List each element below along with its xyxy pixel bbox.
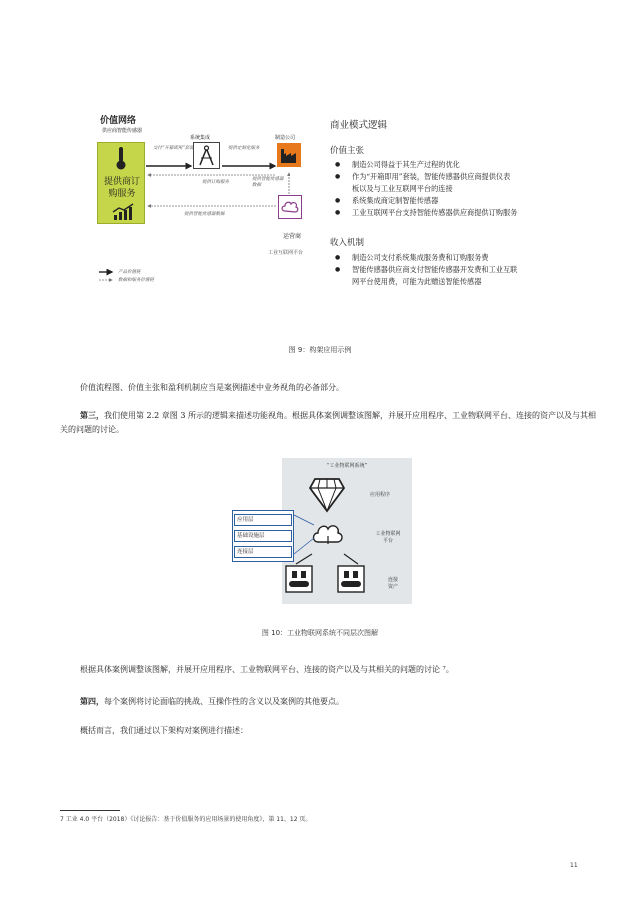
paragraph-4-text: 每个案例将讨论面临的挑战、互操作性的含义以及案例的其他要点。 [104, 697, 344, 706]
arrow-deliver-label: 交付“开箱即用”套装 [153, 146, 194, 151]
revenue-title: 收入机制 [330, 238, 365, 248]
assets-label [378, 576, 408, 590]
list-item: ● 工业互联网平台支持智能传感器供应商提供订购服务 [330, 207, 600, 219]
figure10-caption: 图 10：工业物联网系统不同层次图解 [261, 629, 379, 637]
layer-application: 应用层 [234, 514, 292, 526]
paragraph-4-lead: 第四， [80, 696, 104, 706]
paragraph-2-text: 我们使用第 2.2 章图 3 所示的逻辑来描述功能视角。根据具体案例调整该图解，并展开应用程序、工业物联网平台、连接的资产以及与其相关的问题的讨论。 [60, 411, 596, 434]
list-item-continued: 板以及与工业互联网平台的连接 [352, 184, 453, 193]
footnote: 7 工业 4.0 平台（2018）《讨论报告：基于价值服务的应用场景的使用角度》，第 11、12 页。 [60, 816, 312, 823]
thermometer-icon [113, 146, 129, 170]
paragraph-5: 概括而言，我们通过以下架构对案例进行描述： [80, 726, 248, 735]
paragraph-2-lead: 第三， [80, 410, 104, 420]
list-item: ● 作为“开箱即用”套装，智能传感器供应商提供仪表 [330, 171, 600, 183]
growth-chart-icon [111, 203, 135, 221]
page-number: 11 [570, 862, 578, 869]
system-title: “工业物联网系统” [326, 463, 368, 469]
logic-title: 商业模式逻辑 [330, 120, 388, 131]
machine-icon [336, 564, 366, 594]
paragraph-2 [60, 408, 600, 437]
assets-label-1: 连接 [387, 577, 398, 583]
arrow-custom-service-label: 提供定制化服务 [228, 146, 260, 151]
arrow-sensor-data-up-label: 提供智能传感器数据 [252, 177, 284, 188]
list-item [330, 183, 600, 195]
layer-connectivity: 连接层 [234, 546, 292, 558]
arrow-sensor-data-label: 提供智能传感器数据 [184, 212, 225, 217]
paragraph-4 [80, 694, 600, 709]
list-item: ● 系统集成商定制智能传感器 [330, 195, 600, 207]
legend-lines [98, 269, 118, 283]
paragraph-3: 根据具体案例调整该图解，并展开应用程序、工业物联网平台、连接的资产以及与其相关的问题的讨论 ⁷。 [80, 665, 454, 674]
machine-icon [284, 564, 314, 594]
layer-infrastructure: 基础设施层 [234, 530, 292, 542]
platform-label-1: 工业物联网 [375, 531, 401, 537]
legend-data: 数据和服务价值链 [118, 278, 154, 283]
arrow-subscription-label: 提供订购服务 [202, 180, 229, 185]
figure9-caption: 图 9：构架应用示例 [288, 346, 352, 354]
service-text [99, 176, 145, 200]
list-item: ● 制造公司支付系统集成服务费和订购服务费 [330, 252, 600, 264]
footnote-divider [60, 810, 120, 811]
system-integration-label: 系统集成 [190, 135, 211, 141]
operator-label: 运营商 [283, 233, 302, 240]
assets-label-2: 资产 [387, 584, 398, 590]
service-line-1: 提供商订 [103, 177, 140, 187]
value-prop-title: 价值主张 [330, 146, 365, 156]
list-item: ● 制造公司得益于其生产过程的优化 [330, 159, 600, 171]
service-line-2: 购服务 [108, 189, 136, 199]
platform-label-2: 平台 [382, 538, 393, 544]
manufacturer-label: 制造公司 [275, 135, 296, 141]
legend-product: 产品价值链 [118, 270, 141, 275]
application-label: 应用程序 [370, 492, 391, 498]
list-item: ● 智能传感器供应商支付智能传感器开发费和工业互联 [330, 264, 600, 276]
value-flow-arrows [140, 140, 290, 245]
list-item-continued: 网平台使用费，可能为此赠送智能传感器 [352, 277, 482, 286]
value-network-title: 价值网络 [100, 116, 137, 126]
platform-label: 工业互联网平台 [268, 250, 304, 256]
value-prop-list [330, 159, 600, 219]
supplier-label: 供应商智能传感器 [101, 128, 142, 134]
paragraph-1: 价值流程图、价值主张和盈利机制应当是案例描述中业务视角的必备部分。 [80, 383, 344, 392]
list-item [330, 276, 600, 288]
revenue-list [330, 252, 600, 288]
